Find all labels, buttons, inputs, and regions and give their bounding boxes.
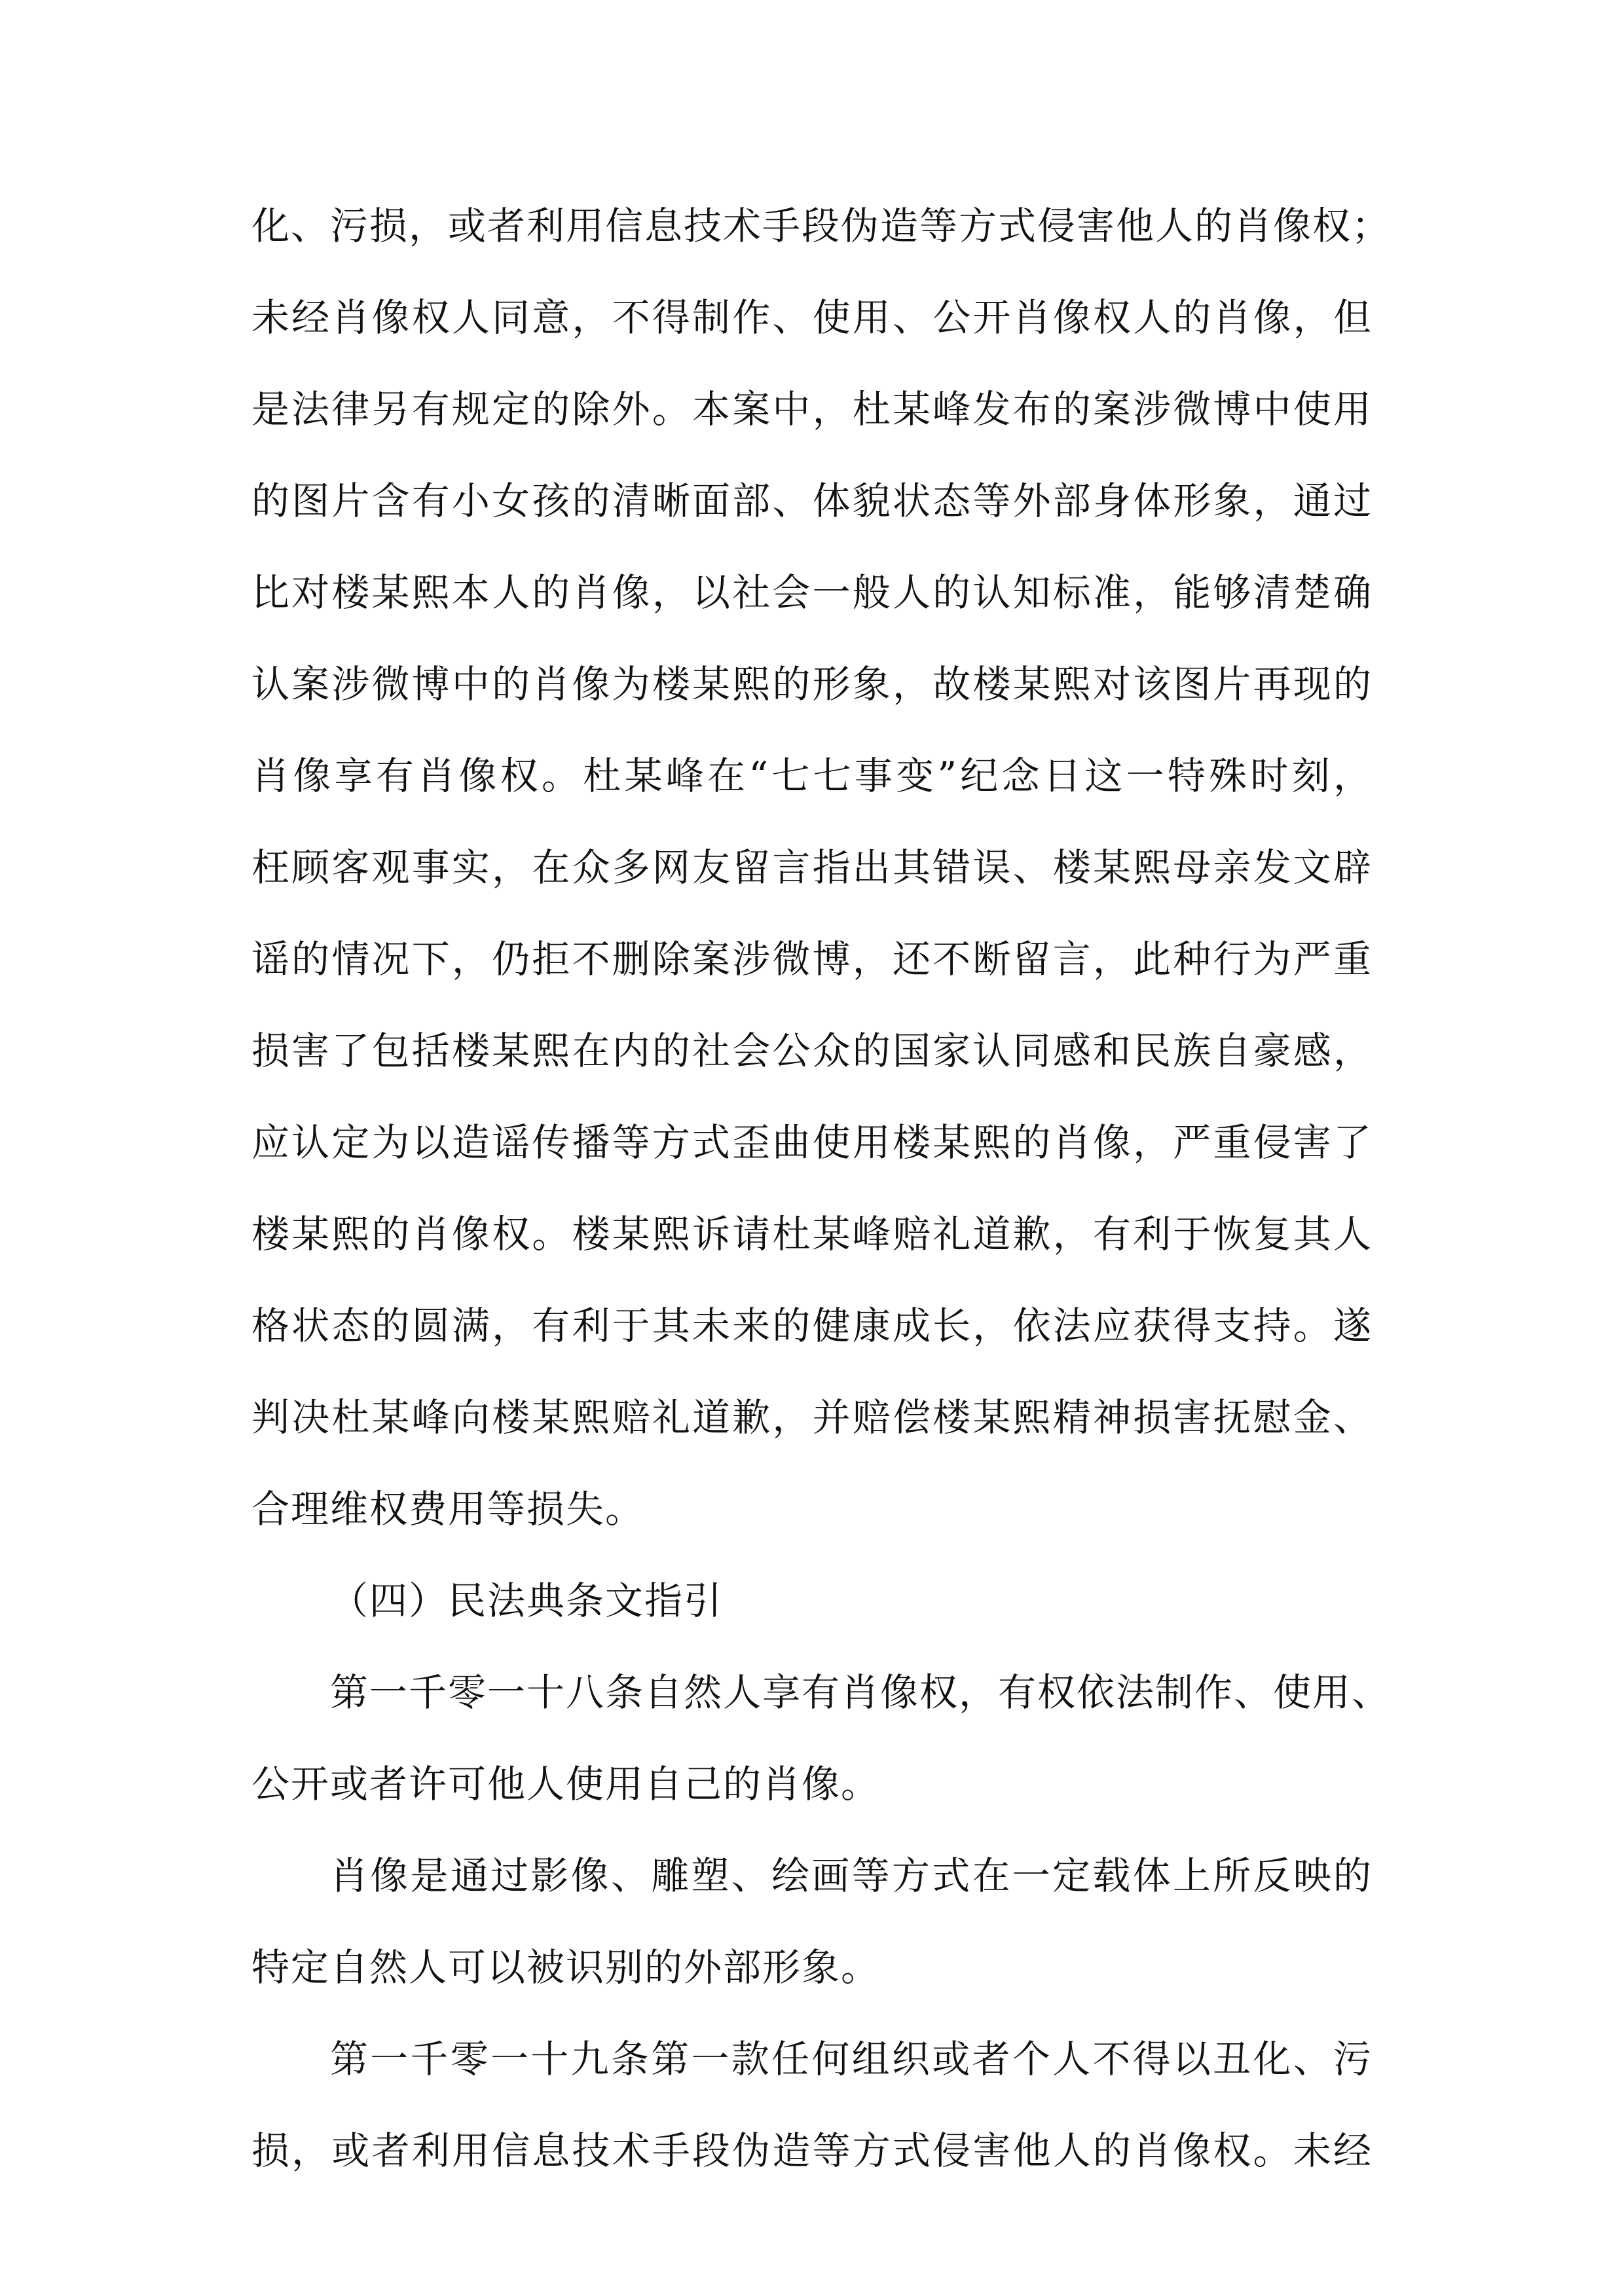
- body-text-line: 判决杜某峰向楼某熙赔礼道歉，并赔偿楼某熙精神损害抚慰金、: [251, 1395, 1373, 1440]
- body-text-line: 未经肖像权人同意，不得制作、使用、公开肖像权人的肖像，但: [251, 295, 1373, 340]
- body-text-line: 损害了包括楼某熙在内的社会公众的国家认同感和民族自豪感，: [251, 1029, 1373, 1073]
- section-heading: （四）民法典条文指引: [330, 1578, 724, 1623]
- body-text-line: 化、污损，或者利用信息技术手段伪造等方式侵害他人的肖像权；: [251, 204, 1392, 248]
- article-text-line: 第一千零一十九条第一款任何组织或者个人不得以丑化、污: [330, 2037, 1373, 2081]
- article-text-line: 肖像是通过影像、雕塑、绘画等方式在一定载体上所反映的: [330, 1853, 1373, 1898]
- body-text-line: 枉顾客观事实，在众多网友留言指出其错误、楼某熙母亲发文辟: [251, 845, 1373, 890]
- body-text-line: 认案涉微博中的肖像为楼某熙的形象，故楼某熙对该图片再现的: [251, 662, 1373, 706]
- body-text-line: 合理维权费用等损失。: [251, 1487, 645, 1531]
- body-text-line: 楼某熙的肖像权。楼某熙诉请杜某峰赔礼道歉，有利于恢复其人: [251, 1212, 1373, 1256]
- body-text-line: 是法律另有规定的除外。本案中，杜某峰发布的案涉微博中使用: [251, 387, 1373, 431]
- article-text-line: 第一千零一十八条自然人享有肖像权，有权依法制作、使用、: [330, 1670, 1392, 1715]
- body-text-line: 应认定为以造谣传播等方式歪曲使用楼某熙的肖像，严重侵害了: [251, 1120, 1373, 1165]
- body-text-line: 肖像享有肖像权。杜某峰在“七七事变”纪念日这一特殊时刻，: [251, 754, 1373, 798]
- body-text-line: 格状态的圆满，有利于其未来的健康成长，依法应获得支持。遂: [251, 1303, 1373, 1348]
- body-text-line: 谣的情况下，仍拒不删除案涉微博，还不断留言，此种行为严重: [251, 937, 1373, 981]
- article-text-line: 特定自然人可以被识别的外部形象。: [251, 1945, 881, 1990]
- body-text-line: 的图片含有小女孩的清晰面部、体貌状态等外部身体形象，通过: [251, 479, 1373, 523]
- body-text-line: 比对楼某熙本人的肖像，以社会一般人的认知标准，能够清楚确: [251, 570, 1373, 615]
- article-text-line: 公开或者许可他人使用自己的肖像。: [251, 1762, 881, 1806]
- article-text-line: 损，或者利用信息技术手段伪造等方式侵害他人的肖像权。未经: [251, 2128, 1373, 2173]
